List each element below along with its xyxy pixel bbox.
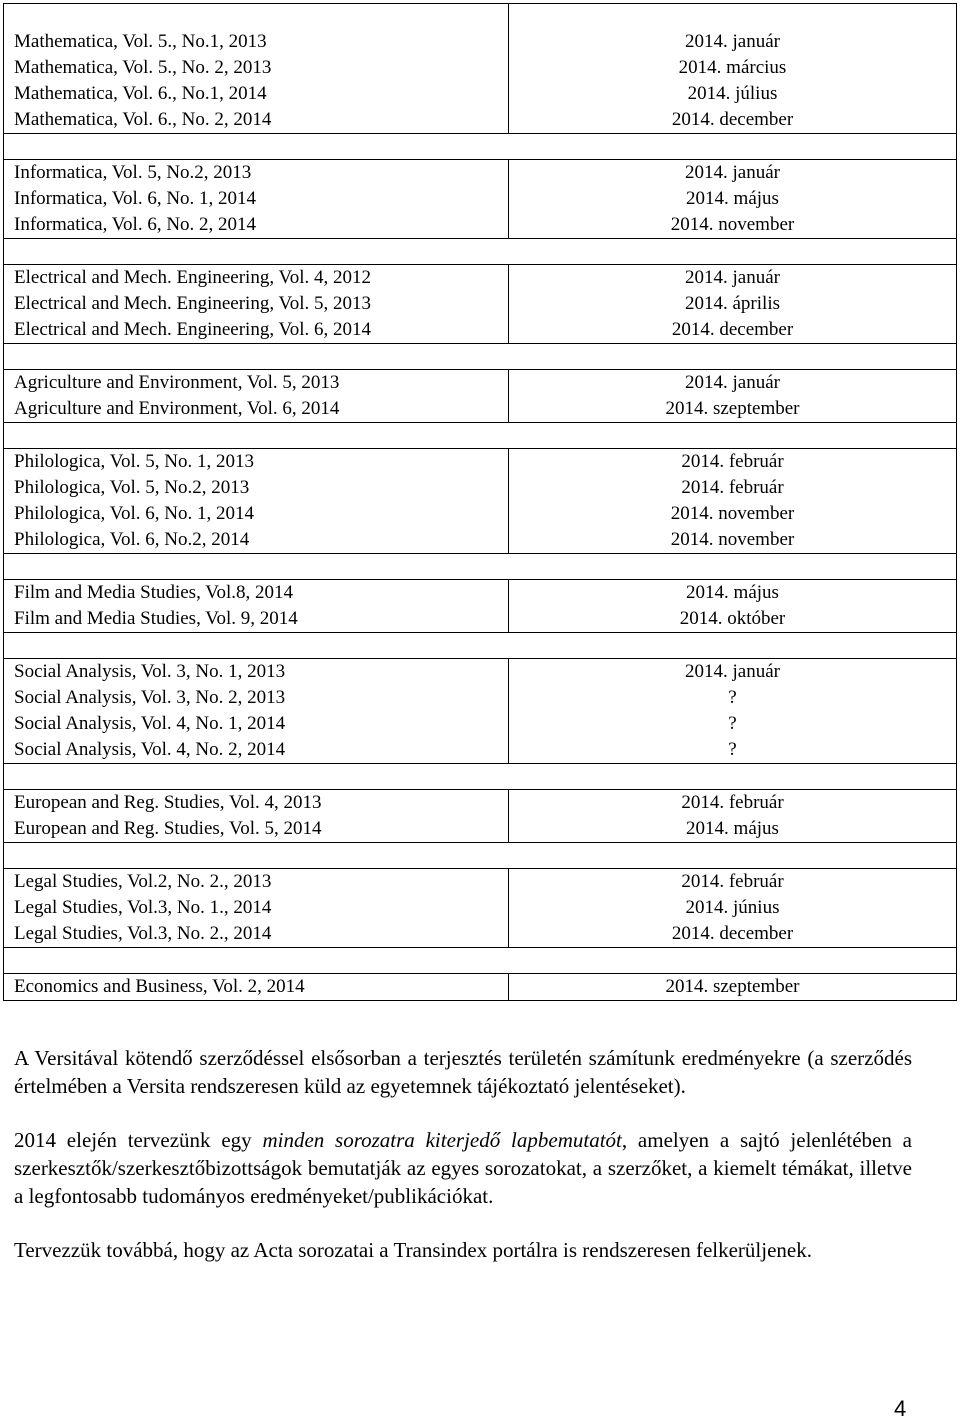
spacer-row: [4, 423, 957, 449]
spacer-cell: [4, 948, 957, 974]
release-date: 2014. február: [681, 871, 784, 892]
table-row: [4, 265, 957, 344]
journal-issue-title: Informatica, Vol. 6, No. 2, 2014: [14, 214, 257, 235]
release-date-cell: [509, 790, 957, 843]
journal-issue-title: Social Analysis, Vol. 4, No. 2, 2014: [14, 739, 286, 760]
journal-issue-title: Philologica, Vol. 6, No. 1, 2014: [14, 503, 254, 524]
spacer-row: [4, 633, 957, 659]
release-date: 2014. november: [670, 214, 795, 235]
release-date: 2014. december: [671, 109, 794, 130]
journal-issue-title: Legal Studies, Vol.3, No. 1., 2014: [14, 897, 272, 918]
release-date-cell: [509, 580, 957, 633]
journal-issue-title: Agriculture and Environment, Vol. 5, 2013: [14, 372, 340, 393]
journal-issue-title: Electrical and Mech. Engineering, Vol. 4, 2012: [14, 267, 372, 288]
release-date: 2014. május: [686, 188, 779, 209]
release-date: 2014. november: [670, 529, 795, 550]
release-date: 2014. február: [681, 792, 784, 813]
release-date: 2014. február: [681, 477, 784, 498]
journal-issue-title: Informatica, Vol. 6, No. 1, 2014: [14, 188, 257, 209]
journal-issue-title: Philologica, Vol. 5, No. 1, 2013: [14, 451, 254, 472]
spacer-cell: [4, 423, 957, 449]
release-date: 2014. december: [671, 319, 794, 340]
release-date: 2014. január: [685, 372, 780, 393]
journal-issue-title: Electrical and Mech. Engineering, Vol. 6, 2014: [14, 319, 372, 340]
release-date: ?: [728, 713, 737, 734]
release-date: ?: [728, 739, 737, 760]
journal-issue-cell: [4, 449, 509, 554]
spacer-cell: [4, 239, 957, 265]
journal-schedule-table: [3, 3, 957, 1001]
journal-issue-cell: [4, 790, 509, 843]
journal-issue-cell: [4, 265, 509, 344]
release-date-cell: [509, 265, 957, 344]
table-row: [4, 790, 957, 843]
release-date-cell: [509, 370, 957, 423]
journal-issue-cell: [4, 869, 509, 948]
journal-issue-title: Social Analysis, Vol. 3, No. 2, 2013: [14, 687, 286, 708]
journal-issue-title: European and Reg. Studies, Vol. 5, 2014: [14, 818, 322, 839]
release-date: 2014. január: [685, 267, 780, 288]
spacer-row: [4, 948, 957, 974]
release-date: 2014. július: [687, 83, 778, 104]
release-date: 2014. május: [686, 582, 779, 603]
journal-issue-title: Film and Media Studies, Vol.8, 2014: [14, 582, 294, 603]
journal-issue-cell: [4, 580, 509, 633]
journal-issue-title: Philologica, Vol. 6, No.2, 2014: [14, 529, 250, 550]
release-date-cell: [509, 449, 957, 554]
spacer-row: [4, 134, 957, 160]
journal-issue-title: Mathematica, Vol. 6., No.1, 2014: [14, 83, 267, 104]
release-date: 2014. október: [679, 608, 786, 629]
spacer-cell: [4, 344, 957, 370]
journal-issue-title: Social Analysis, Vol. 3, No. 1, 2013: [14, 661, 286, 682]
release-date: 2014. november: [670, 503, 795, 524]
table-row: [4, 370, 957, 423]
paragraph-lapbemutato-end: , amelyen a sajtó jelenlétében a szerkesztők/szerkesztőbizottságok bemutatják az egyes sorozatokat, a szerzőket, a kiemelt témákat, illetve a legfontosabb tudományos eredményeket/publikációkat.: [14, 1128, 912, 1208]
table-row: [4, 869, 957, 948]
table-row: [4, 580, 957, 633]
release-date: 2014. szeptember: [665, 976, 800, 997]
release-date: 2014. január: [685, 162, 780, 183]
release-date: 2014. január: [685, 31, 780, 52]
journal-issue-title: Mathematica, Vol. 5., No.1, 2013: [14, 31, 267, 52]
journal-issue-cell: [4, 974, 509, 1001]
table-row: [4, 4, 957, 134]
spacer-row: [4, 239, 957, 265]
spacer-row: [4, 554, 957, 580]
journal-issue-title: Mathematica, Vol. 5., No. 2, 2013: [14, 57, 272, 78]
release-date: 2014. december: [671, 923, 794, 944]
journal-issue-title: Electrical and Mech. Engineering, Vol. 5, 2013: [14, 293, 372, 314]
release-date: 2014. június: [685, 897, 780, 918]
spacer-row: [4, 344, 957, 370]
journal-issue-cell: [4, 659, 509, 764]
spacer-cell: [4, 764, 957, 790]
spacer-row: [4, 764, 957, 790]
spacer-cell: [4, 633, 957, 659]
journal-issue-title: European and Reg. Studies, Vol. 4, 2013: [14, 792, 322, 813]
release-date: 2014. szeptember: [665, 398, 800, 419]
table-row: [4, 160, 957, 239]
journal-issue-title: Agriculture and Environment, Vol. 6, 2014: [14, 398, 340, 419]
journal-issue-title: Informatica, Vol. 5, No.2, 2013: [14, 162, 252, 183]
paragraph-lapbemutato: [14, 1126, 912, 1210]
release-date-cell: [509, 4, 957, 134]
release-date: 2014. január: [685, 661, 780, 682]
paragraph-transindex: Tervezzük továbbá, hogy az Acta sorozatai a Transindex portálra is rendszeresen felkerüljenek.: [14, 1238, 812, 1262]
release-date: 2014. március: [678, 57, 787, 78]
table-row: [4, 659, 957, 764]
release-date: 2014. február: [681, 451, 784, 472]
release-date: 2014. május: [686, 818, 779, 839]
spacer-cell: [4, 134, 957, 160]
spacer-row: [4, 843, 957, 869]
journal-issue-title: Legal Studies, Vol.3, No. 2., 2014: [14, 923, 272, 944]
journal-issue-title: Social Analysis, Vol. 4, No. 1, 2014: [14, 713, 286, 734]
release-date-cell: [509, 160, 957, 239]
paragraph-lapbemutato-emphasis: minden sorozatra kiterjedő lapbemutatót: [262, 1128, 622, 1152]
page-number: 4: [894, 1396, 907, 1421]
journal-issue-title: Legal Studies, Vol.2, No. 2., 2013: [14, 871, 272, 892]
spacer-cell: [4, 843, 957, 869]
journal-issue-cell: [4, 160, 509, 239]
journal-issue-cell: [4, 370, 509, 423]
journal-issue-title: Economics and Business, Vol. 2, 2014: [14, 976, 305, 997]
release-date: ?: [728, 687, 737, 708]
release-date-cell: [509, 659, 957, 764]
journal-issue-title: Film and Media Studies, Vol. 9, 2014: [14, 608, 298, 629]
paragraph-lapbemutato-start: 2014 elején tervezünk egy: [14, 1128, 263, 1152]
table-row: [4, 449, 957, 554]
release-date-cell: [509, 974, 957, 1001]
release-date-cell: [509, 869, 957, 948]
release-date: 2014. április: [685, 293, 780, 314]
body-text: [14, 1044, 912, 1290]
paragraph-versita: A Versitával kötendő szerződéssel elsősorban a terjesztés területén számítunk eredményekre (a szerződés értelmében a Versita rendszeresen küld az egyetemnek tájékoztató jelentéseket).: [14, 1046, 912, 1098]
journal-issue-title: Mathematica, Vol. 6., No. 2, 2014: [14, 109, 272, 130]
spacer-cell: [4, 554, 957, 580]
table-row: [4, 974, 957, 1001]
journal-issue-cell: [4, 4, 509, 134]
journal-issue-title: Philologica, Vol. 5, No.2, 2013: [14, 477, 250, 498]
